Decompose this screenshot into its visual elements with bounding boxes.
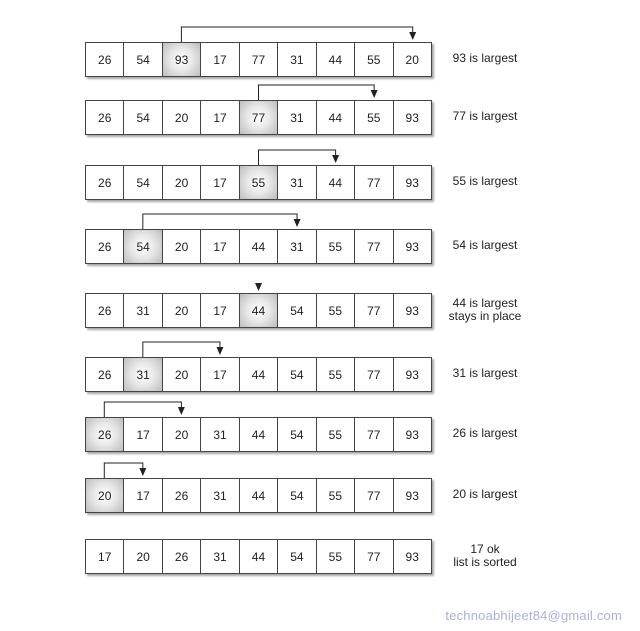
arrow-head bbox=[178, 407, 185, 415]
pass-note-line: stays in place bbox=[448, 308, 522, 323]
swap-arrow bbox=[104, 463, 143, 478]
array-cell: 55 bbox=[317, 358, 355, 391]
array-cell: 77 bbox=[355, 540, 393, 573]
array-cell: 77 bbox=[355, 230, 393, 263]
pass-note-line: list is sorted bbox=[453, 554, 517, 569]
array-cell: 17 bbox=[201, 43, 239, 76]
array-cell: 93 bbox=[405, 367, 419, 382]
array-cell: 55 bbox=[355, 43, 393, 76]
array-cell: 20 bbox=[163, 294, 201, 327]
pass-row bbox=[85, 293, 432, 328]
array-cell: 93 bbox=[405, 303, 419, 318]
array-cell: 93 bbox=[405, 175, 419, 190]
array-cell: 54 bbox=[278, 479, 316, 512]
array-cell: 55 bbox=[317, 230, 355, 263]
array-cell: 77 bbox=[240, 43, 278, 76]
array-cell: 77 bbox=[355, 479, 393, 512]
pass-note bbox=[440, 427, 530, 440]
array-cell: 26 bbox=[163, 540, 201, 573]
pass-note-line: 26 is largest bbox=[452, 426, 518, 440]
largest-cell: 77 bbox=[240, 101, 278, 134]
pass-note bbox=[440, 488, 530, 501]
array-cell: 20 bbox=[405, 52, 419, 67]
array-cell: 31 bbox=[278, 101, 316, 134]
author-email: technoabhijeet84@gmail.com bbox=[445, 608, 622, 623]
array-cell: 44 bbox=[317, 166, 355, 199]
array-cell: 77 bbox=[355, 358, 393, 391]
pass-note bbox=[440, 543, 530, 569]
array-cell: 26 bbox=[86, 358, 124, 391]
array-cell: 55 bbox=[355, 101, 393, 134]
swap-arrow bbox=[181, 27, 412, 42]
pass-note-line: 93 is largest bbox=[452, 51, 518, 65]
arrow-head bbox=[216, 347, 223, 355]
array-cell: 31 bbox=[124, 294, 162, 327]
largest-cell: 54 bbox=[124, 230, 162, 263]
array-cell: 55 bbox=[317, 540, 355, 573]
pass-row bbox=[85, 417, 432, 452]
arrow-head bbox=[409, 32, 416, 40]
array-cell: 20 bbox=[124, 540, 162, 573]
pass-note-line: 20 is largest bbox=[452, 487, 518, 501]
pass-row bbox=[85, 539, 432, 574]
pass-row bbox=[85, 478, 432, 513]
largest-cell: 20 bbox=[86, 479, 124, 512]
largest-cell: 44 bbox=[240, 294, 278, 327]
array-cell: 44 bbox=[240, 540, 278, 573]
array-cell: 17 bbox=[201, 230, 239, 263]
array-cell: 17 bbox=[201, 101, 239, 134]
array-cell: 31 bbox=[278, 166, 316, 199]
pass-row bbox=[85, 357, 432, 392]
swap-arrow bbox=[104, 402, 181, 417]
pass-note-line: 77 is largest bbox=[452, 109, 518, 123]
array-cell: 54 bbox=[278, 294, 316, 327]
arrow-head bbox=[139, 468, 146, 476]
array-cell: 20 bbox=[163, 230, 201, 263]
array-cell: 54 bbox=[278, 418, 316, 451]
swap-arrow bbox=[259, 85, 375, 100]
array-cell: 93 bbox=[405, 239, 419, 254]
pass-row bbox=[85, 229, 432, 264]
arrow-head bbox=[294, 219, 301, 227]
arrow-head bbox=[332, 155, 339, 163]
swap-arrow bbox=[143, 342, 220, 357]
array-cell: 54 bbox=[278, 540, 316, 573]
array-cell: 77 bbox=[355, 418, 393, 451]
largest-cell: 93 bbox=[163, 43, 201, 76]
pass-note-line: 55 is largest bbox=[452, 174, 518, 188]
array-cell: 17 bbox=[86, 540, 124, 573]
pass-note-line: 54 is largest bbox=[452, 238, 518, 252]
array-cell: 31 bbox=[201, 479, 239, 512]
pass-row bbox=[85, 100, 432, 135]
array-cell: 31 bbox=[278, 230, 316, 263]
array-cell: 20 bbox=[163, 358, 201, 391]
pass-note-line: 17 ok bbox=[470, 541, 500, 556]
array-cell: 54 bbox=[278, 358, 316, 391]
array-cell: 17 bbox=[124, 418, 162, 451]
swap-arrow bbox=[259, 150, 336, 165]
largest-cell: 31 bbox=[124, 358, 162, 391]
array-cell: 54 bbox=[124, 101, 162, 134]
array-cell: 54 bbox=[124, 43, 162, 76]
array-cell: 93 bbox=[405, 427, 419, 442]
pass-note bbox=[440, 110, 530, 123]
pass-note-line: 31 is largest bbox=[452, 366, 518, 380]
array-cell: 55 bbox=[317, 294, 355, 327]
array-cell: 20 bbox=[163, 418, 201, 451]
array-cell: 17 bbox=[201, 166, 239, 199]
array-cell: 93 bbox=[405, 488, 419, 503]
array-cell: 26 bbox=[86, 43, 124, 76]
pass-note bbox=[440, 367, 530, 380]
array-cell: 31 bbox=[201, 418, 239, 451]
swap-arrow bbox=[143, 214, 297, 229]
array-cell: 44 bbox=[240, 230, 278, 263]
array-cell: 44 bbox=[240, 418, 278, 451]
pass-note bbox=[440, 239, 530, 252]
array-cell: 20 bbox=[163, 166, 201, 199]
array-cell: 77 bbox=[355, 294, 393, 327]
array-cell: 17 bbox=[201, 294, 239, 327]
pass-row bbox=[85, 42, 432, 77]
array-cell: 77 bbox=[355, 166, 393, 199]
array-cell: 31 bbox=[201, 540, 239, 573]
largest-cell: 26 bbox=[86, 418, 124, 451]
array-cell: 26 bbox=[86, 230, 124, 263]
pass-note bbox=[440, 52, 530, 65]
array-cell: 93 bbox=[405, 549, 419, 564]
pass-note bbox=[440, 175, 530, 188]
array-cell: 26 bbox=[86, 166, 124, 199]
array-cell: 17 bbox=[124, 479, 162, 512]
array-cell: 26 bbox=[163, 479, 201, 512]
array-cell: 55 bbox=[317, 479, 355, 512]
pass-note-line: 44 is largest bbox=[452, 295, 518, 310]
largest-cell: 55 bbox=[240, 166, 278, 199]
array-cell: 44 bbox=[240, 358, 278, 391]
array-cell: 54 bbox=[124, 166, 162, 199]
array-cell: 26 bbox=[86, 294, 124, 327]
array-cell: 44 bbox=[240, 479, 278, 512]
array-cell: 44 bbox=[317, 101, 355, 134]
pass-note bbox=[440, 297, 530, 323]
array-cell: 17 bbox=[201, 358, 239, 391]
pass-row bbox=[85, 165, 432, 200]
array-cell: 93 bbox=[405, 110, 419, 125]
arrow-head bbox=[371, 90, 378, 98]
array-cell: 20 bbox=[163, 101, 201, 134]
array-cell: 26 bbox=[86, 101, 124, 134]
arrow-head bbox=[255, 283, 262, 291]
array-cell: 55 bbox=[317, 418, 355, 451]
array-cell: 44 bbox=[317, 43, 355, 76]
array-cell: 31 bbox=[278, 43, 316, 76]
